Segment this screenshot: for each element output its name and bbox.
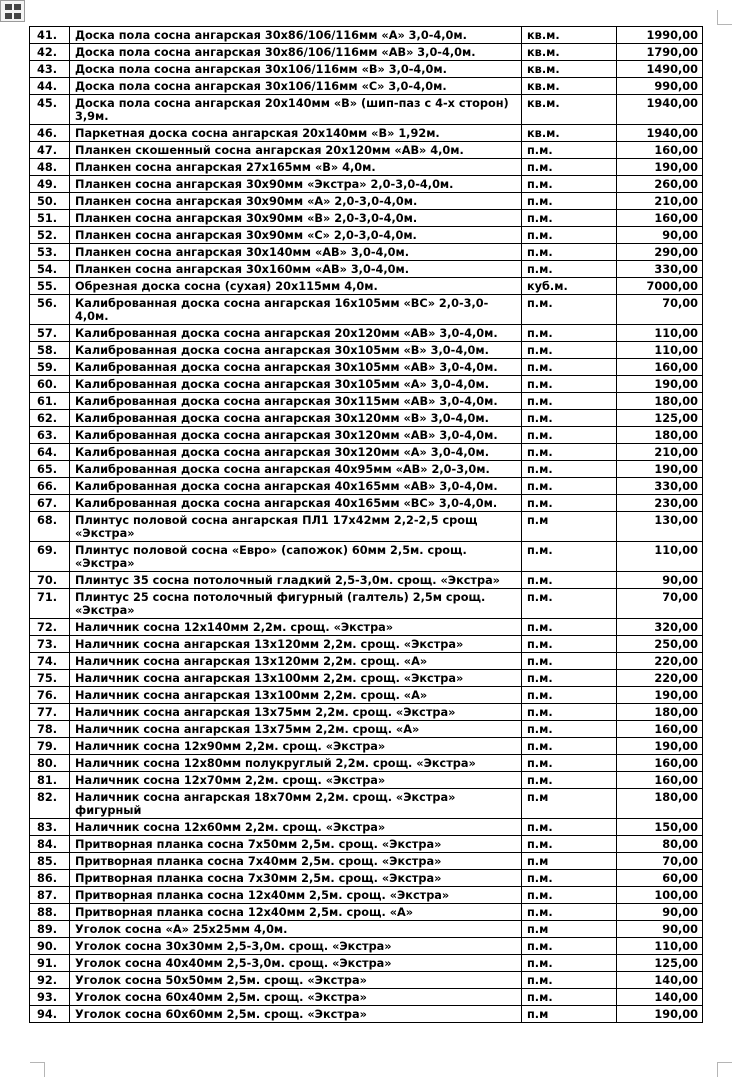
price-cell: 125,00 xyxy=(617,410,703,427)
unit-cell: п.м. xyxy=(522,887,617,904)
unit-cell: п.м. xyxy=(522,772,617,789)
product-name: Уголок сосна 40х40мм 2,5-3,0м. срощ. «Экстра» xyxy=(70,955,522,972)
product-name: Доска пола сосна ангарская 30х106/116мм «С» 3,0-4,0м. xyxy=(70,78,522,95)
price-cell: 210,00 xyxy=(617,444,703,461)
price-cell: 130,00 xyxy=(617,512,703,542)
price-cell: 180,00 xyxy=(617,789,703,819)
product-name: Наличник сосна 12х60мм 2,2м. срощ. «Экстра» xyxy=(70,819,522,836)
price-cell: 220,00 xyxy=(617,670,703,687)
unit-cell: п.м xyxy=(522,921,617,938)
row-number: 66. xyxy=(30,478,70,495)
unit-cell: кв.м. xyxy=(522,95,617,125)
unit-cell: п.м. xyxy=(522,410,617,427)
row-number: 69. xyxy=(30,542,70,572)
product-name: Калиброванная доска сосна ангарская 30х120мм «А» 3,0-4,0м. xyxy=(70,444,522,461)
unit-cell: п.м. xyxy=(522,687,617,704)
price-cell: 190,00 xyxy=(617,1006,703,1023)
row-number: 60. xyxy=(30,376,70,393)
price-cell: 180,00 xyxy=(617,704,703,721)
price-table xyxy=(29,26,703,1023)
row-number: 79. xyxy=(30,738,70,755)
product-name: Планкен скошенный сосна ангарская 20х120мм «АВ» 4,0м. xyxy=(70,142,522,159)
product-name: Наличник сосна 12х140мм 2,2м. срощ. «Экстра» xyxy=(70,619,522,636)
price-cell: 180,00 xyxy=(617,393,703,410)
product-name: Доска пола сосна ангарская 30х106/116мм «В» 3,0-4,0м. xyxy=(70,61,522,78)
row-number: 86. xyxy=(30,870,70,887)
table-row xyxy=(30,636,703,653)
row-number: 50. xyxy=(30,193,70,210)
product-name: Наличник сосна ангарская 13х120мм 2,2м. срощ. «А» xyxy=(70,653,522,670)
price-cell: 60,00 xyxy=(617,870,703,887)
row-number: 88. xyxy=(30,904,70,921)
table-row xyxy=(30,295,703,325)
product-name: Калиброванная доска сосна ангарская 30х120мм «АВ» 3,0-4,0м. xyxy=(70,427,522,444)
product-name: Калиброванная доска сосна ангарская 30х105мм «А» 3,0-4,0м. xyxy=(70,376,522,393)
table-row xyxy=(30,325,703,342)
product-name: Доска пола сосна ангарская 30х86/106/116мм «АВ» 3,0-4,0м. xyxy=(70,44,522,61)
product-name: Калиброванная доска сосна ангарская 16х105мм «ВС» 2,0-3,0-4,0м. xyxy=(70,295,522,325)
price-cell: 160,00 xyxy=(617,772,703,789)
product-name: Плинтус 35 сосна потолочный гладкий 2,5-3,0м. срощ. «Экстра» xyxy=(70,572,522,589)
product-name: Калиброванная доска сосна ангарская 40х165мм «ВС» 3,0-4,0м. xyxy=(70,495,522,512)
product-name: Притворная планка сосна 7х50мм 2,5м. срощ. «Экстра» xyxy=(70,836,522,853)
table-row xyxy=(30,687,703,704)
product-name: Калиброванная доска сосна ангарская 20х120мм «АВ» 3,0-4,0м. xyxy=(70,325,522,342)
row-number: 53. xyxy=(30,244,70,261)
unit-cell: п.м. xyxy=(522,444,617,461)
product-name: Планкен сосна ангарская 30х90мм «А» 2,0-3,0-4,0м. xyxy=(70,193,522,210)
price-cell: 110,00 xyxy=(617,542,703,572)
table-row xyxy=(30,27,703,44)
table-row xyxy=(30,619,703,636)
table-row xyxy=(30,359,703,376)
table-row xyxy=(30,393,703,410)
product-name: Уголок сосна 50х50мм 2,5м. срощ. «Экстра» xyxy=(70,972,522,989)
table-row xyxy=(30,427,703,444)
row-number: 81. xyxy=(30,772,70,789)
unit-cell: п.м. xyxy=(522,972,617,989)
unit-cell: п.м. xyxy=(522,619,617,636)
table-row xyxy=(30,989,703,1006)
unit-cell: п.м. xyxy=(522,495,617,512)
row-number: 68. xyxy=(30,512,70,542)
product-name: Уголок сосна «А» 25х25мм 4,0м. xyxy=(70,921,522,938)
table-row xyxy=(30,772,703,789)
unit-cell: п.м. xyxy=(522,261,617,278)
table-row xyxy=(30,159,703,176)
unit-cell: кв.м. xyxy=(522,27,617,44)
product-name: Плинтус половой сосна «Евро» (сапожок) 60мм 2,5м. срощ. «Экстра» xyxy=(70,542,522,572)
table-row xyxy=(30,589,703,619)
unit-cell: куб.м. xyxy=(522,278,617,295)
table-row xyxy=(30,955,703,972)
row-number: 85. xyxy=(30,853,70,870)
table-row xyxy=(30,670,703,687)
table-row xyxy=(30,244,703,261)
table-row xyxy=(30,572,703,589)
unit-cell: п.м. xyxy=(522,159,617,176)
product-name: Уголок сосна 60х60мм 2,5м. срощ. «Экстра» xyxy=(70,1006,522,1023)
unit-cell: п.м. xyxy=(522,653,617,670)
row-number: 91. xyxy=(30,955,70,972)
unit-cell: п.м. xyxy=(522,819,617,836)
row-number: 75. xyxy=(30,670,70,687)
row-number: 82. xyxy=(30,789,70,819)
product-name: Паркетная доска сосна ангарская 20х140мм «В» 1,92м. xyxy=(70,125,522,142)
row-number: 94. xyxy=(30,1006,70,1023)
row-number: 56. xyxy=(30,295,70,325)
price-cell: 90,00 xyxy=(617,227,703,244)
unit-cell: п.м. xyxy=(522,636,617,653)
unit-cell: п.м. xyxy=(522,738,617,755)
table-row xyxy=(30,755,703,772)
product-name: Притворная планка сосна 12х40мм 2,5м. срощ. «А» xyxy=(70,904,522,921)
product-name: Притворная планка сосна 7х30мм 2,5м. срощ. «Экстра» xyxy=(70,870,522,887)
price-cell: 190,00 xyxy=(617,159,703,176)
price-cell: 160,00 xyxy=(617,210,703,227)
table-row xyxy=(30,870,703,887)
unit-cell: п.м. xyxy=(522,478,617,495)
row-number: 65. xyxy=(30,461,70,478)
table-row xyxy=(30,210,703,227)
table-row xyxy=(30,819,703,836)
product-name: Наличник сосна 12х90мм 2,2м. срощ. «Экстра» xyxy=(70,738,522,755)
table-row xyxy=(30,142,703,159)
price-cell: 80,00 xyxy=(617,836,703,853)
price-table-body xyxy=(30,27,703,1023)
table-row xyxy=(30,738,703,755)
product-name: Наличник сосна ангарская 13х100мм 2,2м. срощ. «А» xyxy=(70,687,522,704)
product-name: Доска пола сосна ангарская 20х140мм «В» (шип-паз с 4-х сторон) 3,9м. xyxy=(70,95,522,125)
product-name: Притворная планка сосна 7х40мм 2,5м. срощ. «Экстра» xyxy=(70,853,522,870)
unit-cell: п.м. xyxy=(522,938,617,955)
price-cell: 290,00 xyxy=(617,244,703,261)
page-corner-mark xyxy=(717,1062,732,1077)
product-name: Наличник сосна ангарская 18х70мм 2,2м. срощ. «Экстра» фигурный xyxy=(70,789,522,819)
unit-cell: п.м. xyxy=(522,176,617,193)
price-cell: 110,00 xyxy=(617,938,703,955)
row-number: 90. xyxy=(30,938,70,955)
row-number: 48. xyxy=(30,159,70,176)
unit-cell: п.м. xyxy=(522,342,617,359)
price-cell: 1990,00 xyxy=(617,27,703,44)
unit-cell: п.м. xyxy=(522,295,617,325)
unit-cell: п.м. xyxy=(522,989,617,1006)
price-cell: 160,00 xyxy=(617,755,703,772)
price-cell: 90,00 xyxy=(617,921,703,938)
product-name: Наличник сосна 12х70мм 2,2м. срощ. «Экстра» xyxy=(70,772,522,789)
price-cell: 90,00 xyxy=(617,904,703,921)
price-cell: 190,00 xyxy=(617,461,703,478)
unit-cell: п.м. xyxy=(522,244,617,261)
product-name: Уголок сосна 30х30мм 2,5-3,0м. срощ. «Экстра» xyxy=(70,938,522,955)
row-number: 77. xyxy=(30,704,70,721)
unit-cell: п.м. xyxy=(522,427,617,444)
product-name: Наличник сосна ангарская 13х100мм 2,2м. срощ. «Экстра» xyxy=(70,670,522,687)
row-number: 76. xyxy=(30,687,70,704)
table-row xyxy=(30,342,703,359)
unit-cell: п.м. xyxy=(522,542,617,572)
product-name: Планкен сосна ангарская 27х165мм «В» 4,0м. xyxy=(70,159,522,176)
row-number: 41. xyxy=(30,27,70,44)
table-row xyxy=(30,176,703,193)
price-cell: 150,00 xyxy=(617,819,703,836)
table-row xyxy=(30,721,703,738)
row-number: 44. xyxy=(30,78,70,95)
unit-cell: п.м xyxy=(522,853,617,870)
row-number: 73. xyxy=(30,636,70,653)
row-number: 74. xyxy=(30,653,70,670)
row-number: 64. xyxy=(30,444,70,461)
price-cell: 180,00 xyxy=(617,427,703,444)
price-cell: 160,00 xyxy=(617,142,703,159)
row-number: 70. xyxy=(30,572,70,589)
price-cell: 7000,00 xyxy=(617,278,703,295)
product-name: Притворная планка сосна 12х40мм 2,5м. срощ. «Экстра» xyxy=(70,887,522,904)
price-cell: 100,00 xyxy=(617,887,703,904)
unit-cell: п.м. xyxy=(522,670,617,687)
handle-square xyxy=(5,4,12,10)
row-number: 54. xyxy=(30,261,70,278)
table-row xyxy=(30,495,703,512)
unit-cell: п.м. xyxy=(522,142,617,159)
price-cell: 320,00 xyxy=(617,619,703,636)
unit-cell: кв.м. xyxy=(522,44,617,61)
product-name: Планкен сосна ангарская 30х160мм «АВ» 3,0-4,0м. xyxy=(70,261,522,278)
row-number: 62. xyxy=(30,410,70,427)
unit-cell: п.м xyxy=(522,1006,617,1023)
table-row xyxy=(30,789,703,819)
unit-cell: п.м. xyxy=(522,589,617,619)
table-row xyxy=(30,410,703,427)
row-number: 47. xyxy=(30,142,70,159)
unit-cell: п.м. xyxy=(522,193,617,210)
price-cell: 110,00 xyxy=(617,342,703,359)
product-name: Обрезная доска сосна (сухая) 20х115мм 4,0м. xyxy=(70,278,522,295)
price-cell: 1790,00 xyxy=(617,44,703,61)
table-row xyxy=(30,887,703,904)
unit-cell: кв.м. xyxy=(522,78,617,95)
product-name: Планкен сосна ангарская 30х140мм «АВ» 3,0-4,0м. xyxy=(70,244,522,261)
unit-cell: кв.м. xyxy=(522,125,617,142)
table-row xyxy=(30,853,703,870)
row-number: 42. xyxy=(30,44,70,61)
table-row xyxy=(30,44,703,61)
unit-cell: п.м. xyxy=(522,870,617,887)
table-row xyxy=(30,972,703,989)
price-cell: 220,00 xyxy=(617,653,703,670)
price-cell: 330,00 xyxy=(617,261,703,278)
unit-cell: п.м xyxy=(522,789,617,819)
unit-cell: п.м. xyxy=(522,393,617,410)
product-name: Плинтус половой сосна ангарская ПЛ1 17х42мм 2,2-2,5 срощ «Экстра» xyxy=(70,512,522,542)
price-cell: 125,00 xyxy=(617,955,703,972)
table-row xyxy=(30,227,703,244)
row-number: 52. xyxy=(30,227,70,244)
price-cell: 160,00 xyxy=(617,359,703,376)
product-name: Наличник сосна ангарская 13х75мм 2,2м. срощ. «А» xyxy=(70,721,522,738)
handle-square xyxy=(5,13,12,19)
unit-cell: п.м. xyxy=(522,210,617,227)
unit-cell: п.м. xyxy=(522,376,617,393)
price-cell: 90,00 xyxy=(617,572,703,589)
unit-cell: п.м. xyxy=(522,755,617,772)
product-name: Калиброванная доска сосна ангарская 30х115мм «АВ» 3,0-4,0м. xyxy=(70,393,522,410)
table-row xyxy=(30,653,703,670)
table-row xyxy=(30,904,703,921)
row-number: 71. xyxy=(30,589,70,619)
row-number: 67. xyxy=(30,495,70,512)
price-cell: 210,00 xyxy=(617,193,703,210)
price-cell: 160,00 xyxy=(617,721,703,738)
product-name: Наличник сосна ангарская 13х120мм 2,2м. срощ. «Экстра» xyxy=(70,636,522,653)
unit-cell: п.м xyxy=(522,512,617,542)
table-row xyxy=(30,376,703,393)
price-cell: 1940,00 xyxy=(617,95,703,125)
product-name: Калиброванная доска сосна ангарская 30х120мм «В» 3,0-4,0м. xyxy=(70,410,522,427)
row-number: 80. xyxy=(30,755,70,772)
table-row xyxy=(30,278,703,295)
row-number: 78. xyxy=(30,721,70,738)
product-name: Планкен сосна ангарская 30х90мм «В» 2,0-3,0-4,0м. xyxy=(70,210,522,227)
unit-cell: п.м. xyxy=(522,227,617,244)
page-corner-mark xyxy=(717,10,732,25)
table-row xyxy=(30,921,703,938)
unit-cell: п.м. xyxy=(522,359,617,376)
row-number: 87. xyxy=(30,887,70,904)
row-number: 58. xyxy=(30,342,70,359)
product-name: Планкен сосна ангарская 30х90мм «Экстра» 2,0-3,0-4,0м. xyxy=(70,176,522,193)
row-number: 93. xyxy=(30,989,70,1006)
product-name: Уголок сосна 60х40мм 2,5м. срощ. «Экстра» xyxy=(70,989,522,1006)
row-number: 59. xyxy=(30,359,70,376)
price-cell: 70,00 xyxy=(617,589,703,619)
row-number: 92. xyxy=(30,972,70,989)
unit-cell: п.м. xyxy=(522,904,617,921)
unit-cell: п.м. xyxy=(522,704,617,721)
unit-cell: п.м. xyxy=(522,461,617,478)
price-cell: 140,00 xyxy=(617,972,703,989)
table-row xyxy=(30,193,703,210)
price-cell: 990,00 xyxy=(617,78,703,95)
table-row xyxy=(30,836,703,853)
table-row xyxy=(30,542,703,572)
price-cell: 190,00 xyxy=(617,687,703,704)
product-name: Калиброванная доска сосна ангарская 30х105мм «В» 3,0-4,0м. xyxy=(70,342,522,359)
row-number: 72. xyxy=(30,619,70,636)
table-row xyxy=(30,78,703,95)
product-name: Плинтус 25 сосна потолочный фигурный (галтель) 2,5м срощ. «Экстра» xyxy=(70,589,522,619)
table-row xyxy=(30,444,703,461)
price-cell: 1490,00 xyxy=(617,61,703,78)
table-row xyxy=(30,61,703,78)
unit-cell: п.м. xyxy=(522,325,617,342)
price-cell: 190,00 xyxy=(617,738,703,755)
row-number: 83. xyxy=(30,819,70,836)
row-number: 84. xyxy=(30,836,70,853)
row-number: 45. xyxy=(30,95,70,125)
unit-cell: п.м. xyxy=(522,721,617,738)
table-row xyxy=(30,1006,703,1023)
product-name: Калиброванная доска сосна ангарская 30х105мм «АВ» 3,0-4,0м. xyxy=(70,359,522,376)
price-cell: 250,00 xyxy=(617,636,703,653)
price-cell: 1940,00 xyxy=(617,125,703,142)
unit-cell: п.м. xyxy=(522,836,617,853)
price-cell: 70,00 xyxy=(617,295,703,325)
table-row xyxy=(30,704,703,721)
page-corner-mark xyxy=(30,1062,45,1077)
product-name: Планкен сосна ангарская 30х90мм «С» 2,0-3,0-4,0м. xyxy=(70,227,522,244)
row-number: 63. xyxy=(30,427,70,444)
price-cell: 110,00 xyxy=(617,325,703,342)
price-cell: 260,00 xyxy=(617,176,703,193)
table-row xyxy=(30,512,703,542)
product-name: Наличник сосна 12х80мм полукруглый 2,2м. срощ. «Экстра» xyxy=(70,755,522,772)
row-number: 61. xyxy=(30,393,70,410)
table-row xyxy=(30,95,703,125)
row-number: 46. xyxy=(30,125,70,142)
table-row xyxy=(30,261,703,278)
handle-square xyxy=(14,4,21,10)
price-cell: 190,00 xyxy=(617,376,703,393)
row-number: 89. xyxy=(30,921,70,938)
product-name: Калиброванная доска сосна ангарская 40х95мм «АВ» 2,0-3,0м. xyxy=(70,461,522,478)
handle-square xyxy=(14,13,21,19)
table-row xyxy=(30,938,703,955)
row-number: 51. xyxy=(30,210,70,227)
table-move-handle-icon[interactable] xyxy=(0,0,25,22)
product-name: Наличник сосна ангарская 13х75мм 2,2м. срощ. «Экстра» xyxy=(70,704,522,721)
row-number: 55. xyxy=(30,278,70,295)
unit-cell: кв.м. xyxy=(522,61,617,78)
row-number: 57. xyxy=(30,325,70,342)
table-row xyxy=(30,461,703,478)
price-cell: 230,00 xyxy=(617,495,703,512)
table-row xyxy=(30,478,703,495)
row-number: 43. xyxy=(30,61,70,78)
product-name: Калиброванная доска сосна ангарская 40х165мм «АВ» 3,0-4,0м. xyxy=(70,478,522,495)
price-cell: 70,00 xyxy=(617,853,703,870)
price-cell: 330,00 xyxy=(617,478,703,495)
table-row xyxy=(30,125,703,142)
unit-cell: п.м. xyxy=(522,955,617,972)
unit-cell: п.м. xyxy=(522,572,617,589)
price-cell: 140,00 xyxy=(617,989,703,1006)
product-name: Доска пола сосна ангарская 30х86/106/116мм «А» 3,0-4,0м. xyxy=(70,27,522,44)
row-number: 49. xyxy=(30,176,70,193)
